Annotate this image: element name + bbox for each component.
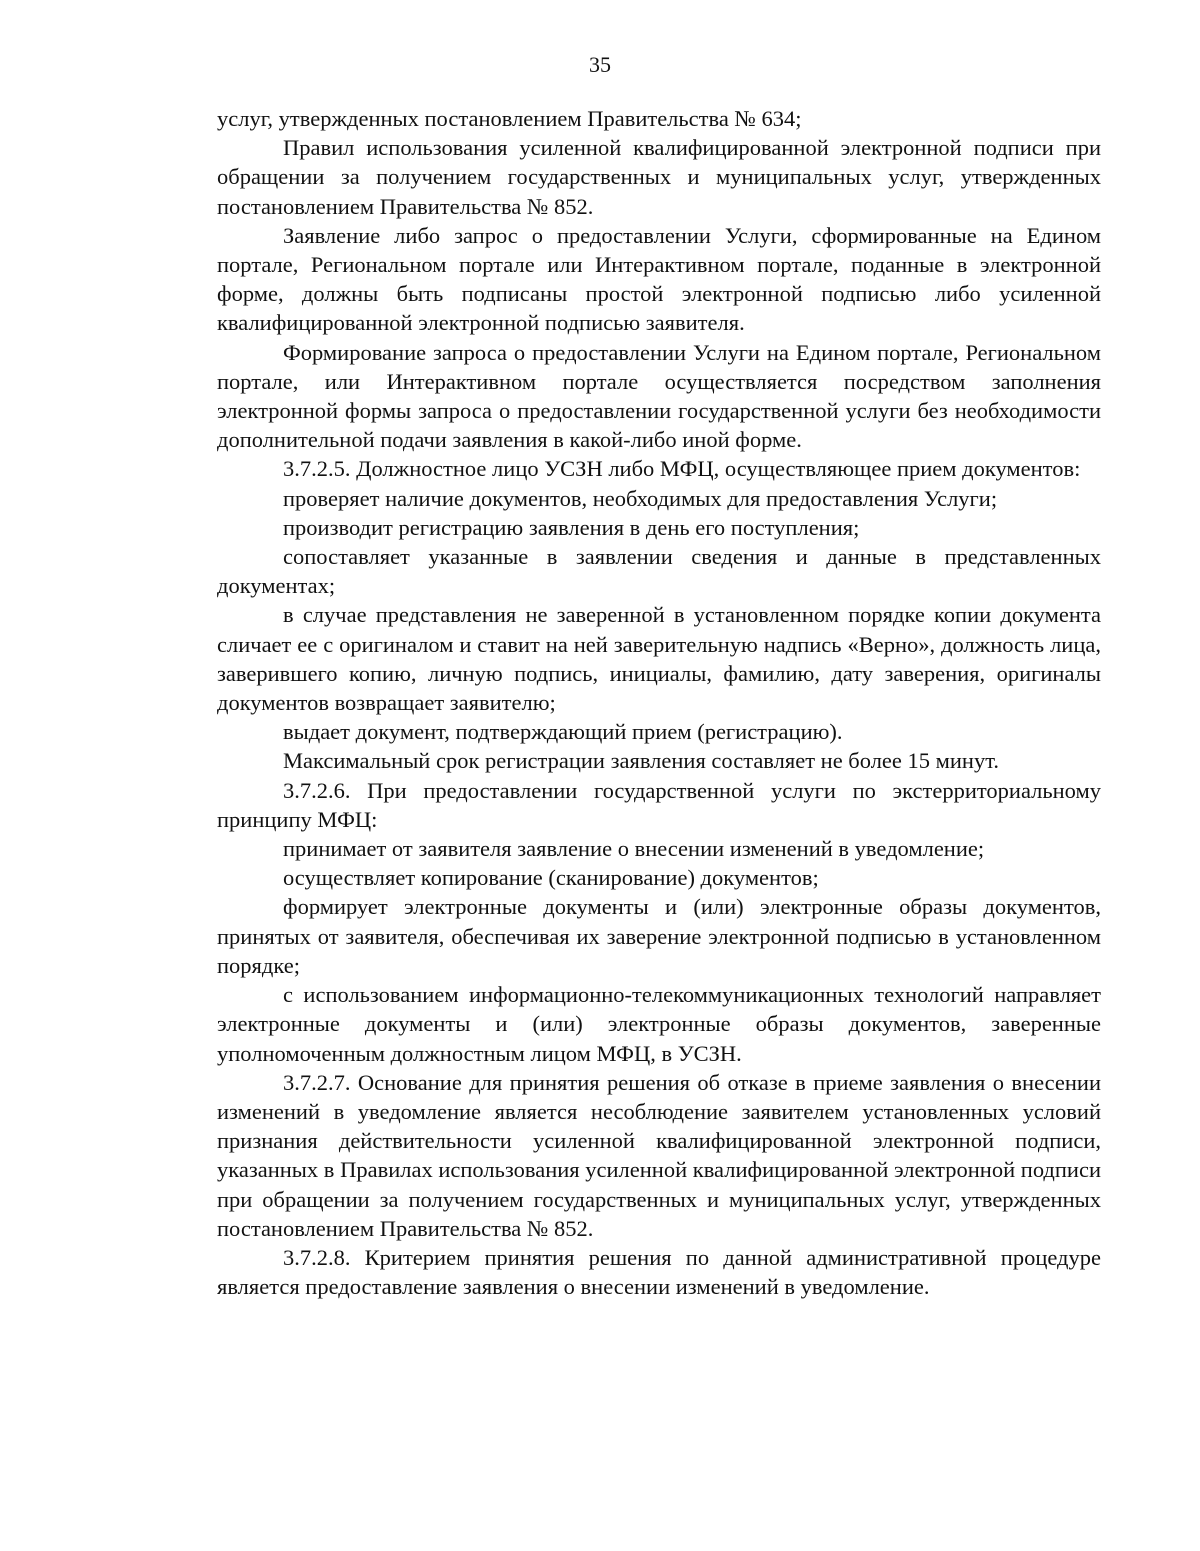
document-body: [217, 104, 1101, 1301]
paragraph-4: Формирование запроса о предоставлении Услуги на Едином портале, Региональном портале, или Интерактивном портале осуществляется посредством заполнения электронной формы запроса о предоставлении государственной услуги без необходимости дополнительной подачи заявления в какой-либо иной форме.: [217, 339, 1101, 453]
paragraph-18: 3.7.2.8. Критерием принятия решения по данной административной процедуре является предоставление заявления о внесении изменений в уведомление.: [217, 1244, 1101, 1300]
paragraph-7: производит регистрацию заявления в день его поступления;: [283, 514, 860, 540]
paragraph-3: Заявление либо запрос о предоставлении Услуги, сформированные на Едином портале, Региональном портале или Интерактивном портале, поданные в электронной форме, должны быть подписаны простой электронной подписью либо усиленной квалифицированной электронной подписью заявителя.: [217, 222, 1101, 336]
page-number: 35: [589, 52, 611, 77]
paragraph-12: 3.7.2.6. При предоставлении государственной услуги по экстерриториальному принципу МФЦ:: [217, 777, 1101, 832]
paragraph-15: формирует электронные документы и (или) электронные образы документов, принятых от заявителя, обеспечивая их заверение электронной подписью в установленном порядке;: [217, 894, 1101, 978]
paragraph-6: проверяет наличие документов, необходимых для предоставления Услуги;: [283, 485, 998, 511]
paragraph-17: 3.7.2.7. Основание для принятия решения об отказе в приеме заявления о внесении изменений в уведомление является несоблюдение заявителем установленных условий признания действительности усиленной квалифицированной электронной подписи, указанных в Правилах использования усиленной квалифицированной электронной подписи при обращении за получением государственных и муниципальных услуг, утвержденных постановлением Правительства № 852.: [217, 1069, 1101, 1241]
paragraph-2: Правил использования усиленной квалифицированной электронной подписи при обращении за получением государственных и муниципальных услуг, утвержденных постановлением Правительства № 852.: [217, 135, 1101, 219]
paragraph-1: услуг, утвержденных постановлением Правительства № 634;: [217, 106, 802, 131]
paragraph-14: осуществляет копирование (сканирование) документов;: [283, 865, 819, 891]
paragraph-16: с использованием информационно-телекоммуникационных технологий направляет электронные документы и (или) электронные образы документов, заверенные уполномоченным должностным лицом МФЦ, в УСЗН.: [217, 982, 1101, 1066]
paragraph-11: Максимальный срок регистрации заявления составляет не более 15 минут.: [283, 748, 999, 774]
paragraph-9: в случае представления не заверенной в установленном порядке копии документа сличает ее с оригиналом и ставит на ней заверительную надпись «Верно», должность лица, заверившего копию, личную подпись, инициалы, фамилию, дату заверения, оригиналы документов возвращает заявителю;: [217, 602, 1101, 716]
paragraph-8: сопоставляет указанные в заявлении сведения и данные в представленных документах;: [217, 544, 1101, 599]
paragraph-13: принимает от заявителя заявление о внесении изменений в уведомление;: [283, 836, 985, 862]
paragraph-10: выдает документ, подтверждающий прием (регистрацию).: [283, 719, 843, 745]
paragraph-5: 3.7.2.5. Должностное лицо УСЗН либо МФЦ, осуществляющее прием документов:: [283, 456, 1081, 482]
